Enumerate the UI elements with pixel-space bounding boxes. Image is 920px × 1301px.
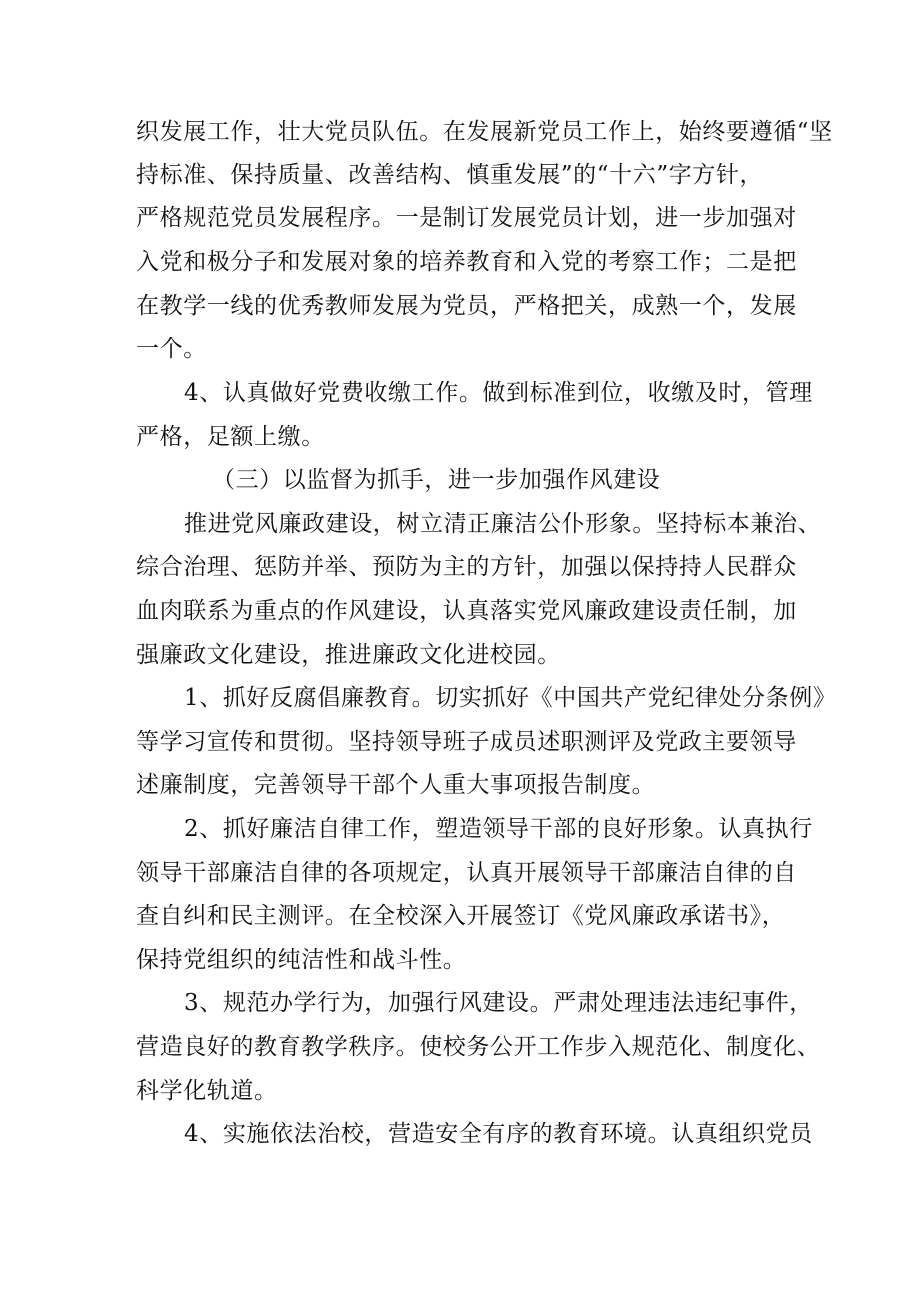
text-line-24: 4、实施依法治校，营造安全有序的教育环境。认真组织党员 <box>184 1121 813 1147</box>
text-line-1: 织发展工作，壮大党员队伍。在发展新党员工作上，始终要遵循“坚 <box>136 119 833 145</box>
text-line-16: 述廉制度，完善领导干部个人重大事项报告制度。 <box>136 772 656 798</box>
text-line-3: 严格规范党员发展程序。一是制订发展党员计划，进一步加强对 <box>136 205 797 231</box>
text-line-12: 血肉联系为重点的作风建设，认真落实党风廉政建设责任制，加 <box>136 598 797 624</box>
text-line-22: 营造良好的教育教学秩序。使校务公开工作步入规范化、制度化、 <box>136 1034 821 1060</box>
text-line-7: 4、认真做好党费收缴工作。做到标准到位，收缴及时，管理 <box>184 380 813 406</box>
text-line-6: 一个。 <box>136 336 207 362</box>
text-line-20: 保持党组织的纯洁性和战斗性。 <box>136 947 467 973</box>
text-line-4: 入党和极分子和发展对象的培养教育和入党的考察工作；二是把 <box>136 249 797 275</box>
text-line-14: 1、抓好反腐倡廉教育。切实抓好《中国共产党纪律处分条例》 <box>184 685 837 711</box>
text-line-8: 严格，足额上缴。 <box>136 424 325 450</box>
text-line-15: 等学习宣传和贯彻。坚持领导班子成员述职测评及党政主要领导 <box>136 729 797 755</box>
text-line-19: 查自纠和民主测评。在全校深入开展签订《党风廉政承诺书》， <box>136 903 786 929</box>
text-line-17: 2、抓好廉洁自律工作，塑造领导干部的良好形象。认真执行 <box>184 816 813 842</box>
text-line-10: 推进党风廉政建设，树立清正廉洁公仆形象。坚持标本兼治、 <box>184 511 822 537</box>
text-line-18: 领导干部廉洁自律的各项规定，认真开展领导干部廉洁自律的自 <box>136 860 797 886</box>
text-line-23: 科学化轨道。 <box>136 1078 278 1104</box>
section-heading: （三）以监督为抓手，进一步加强作风建设 <box>212 467 661 493</box>
text-line-2: 持标准、保持质量、改善结构、慎重发展”的“十六”字方针， <box>136 162 764 188</box>
text-line-5: 在教学一线的优秀教师发展为党员，严格把关，成熟一个，发展 <box>136 293 797 319</box>
text-line-21: 3、规范办学行为，加强行风建设。严肃处理违法违纪事件， <box>184 990 813 1016</box>
text-line-13: 强廉政文化建设，推进廉政文化进校园。 <box>136 642 561 668</box>
text-line-11: 综合治理、惩防并举、预防为主的方针，加强以保持持人民群众 <box>136 554 797 580</box>
